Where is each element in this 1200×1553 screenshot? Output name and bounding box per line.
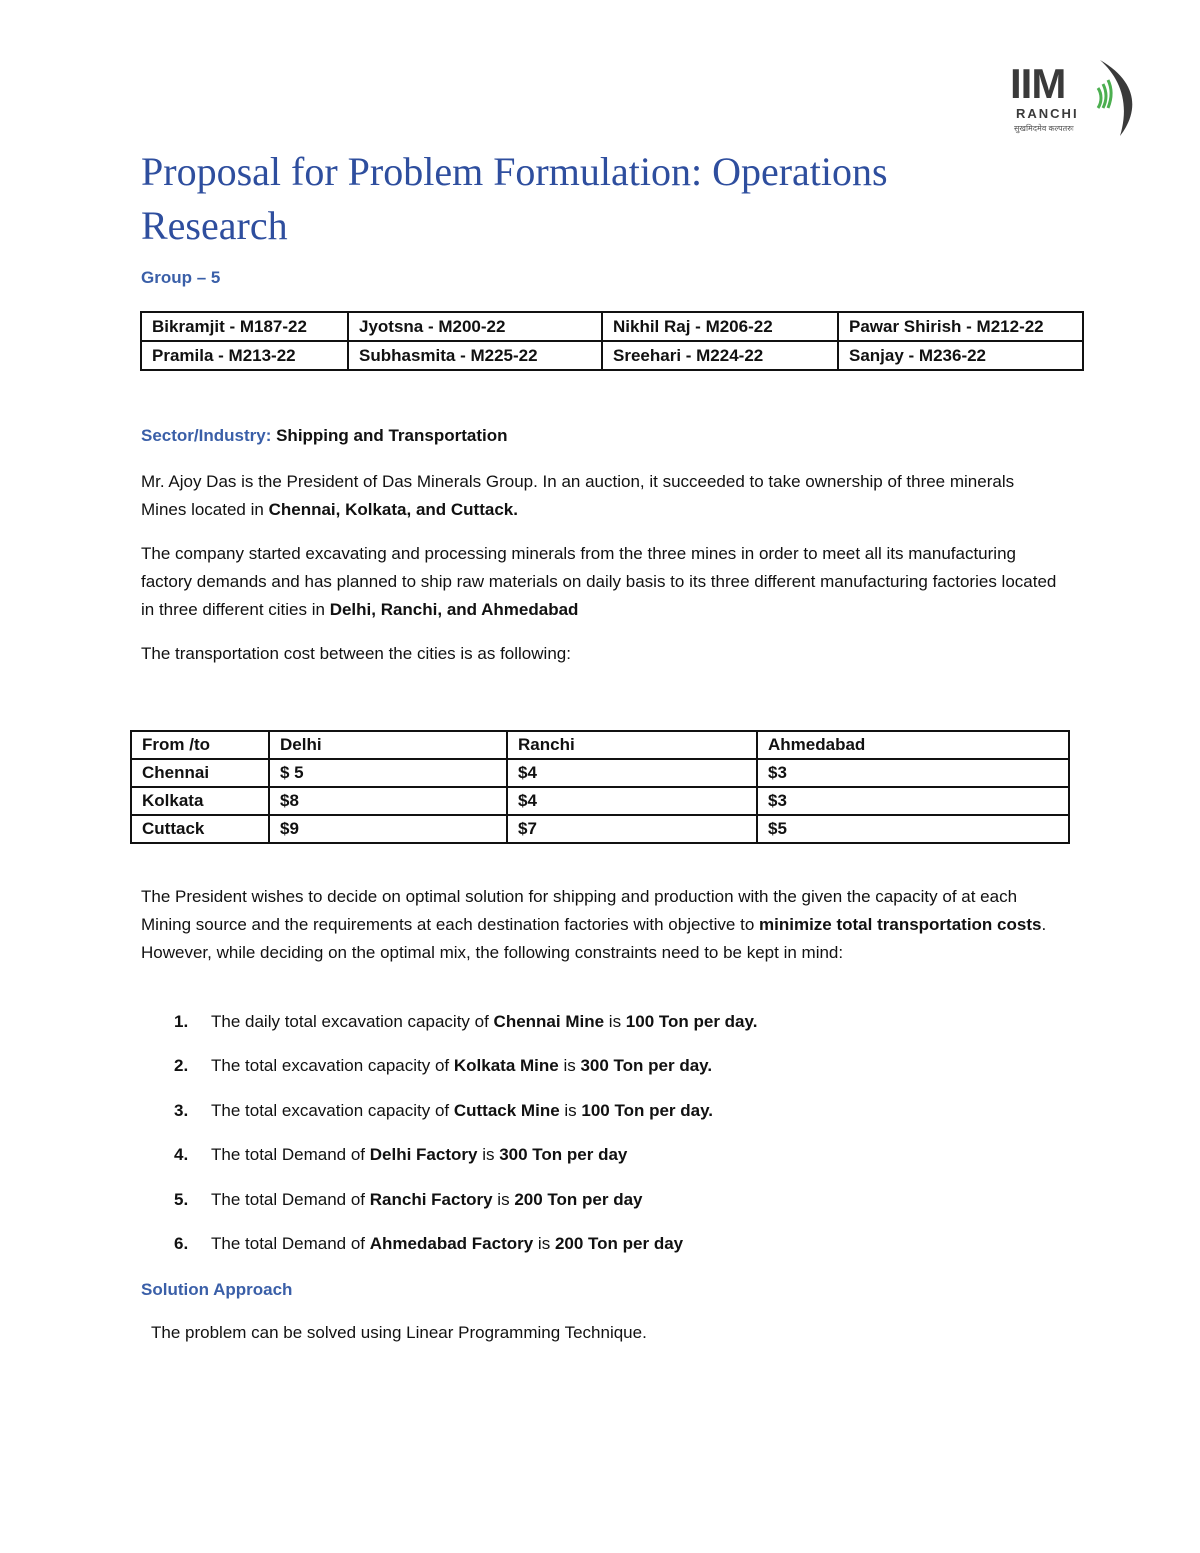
constraint-text: The total Demand of	[211, 1189, 370, 1209]
list-item	[141, 1101, 757, 1145]
list-item	[141, 1234, 757, 1278]
table-row	[141, 341, 1083, 370]
intro-text: Mr. Ajoy Das is the President of Das Minerals Group. In an auction, it succeeded to take ownership of three minerals Mines located in	[141, 472, 1015, 519]
table-cell: $5	[757, 815, 1069, 843]
table-cell: $4	[507, 759, 757, 787]
list-item	[141, 1190, 757, 1234]
intro-bold: Chennai, Kolkata, and Cuttack.	[268, 500, 518, 519]
sector-label: Sector/Industry:	[141, 426, 272, 445]
constraint-text: The daily total excavation capacity of	[211, 1012, 494, 1031]
constraint-text: The total Demand of	[211, 1233, 370, 1253]
constraint-text: is	[477, 1145, 500, 1165]
member-cell: Pramila - M213-22	[141, 341, 348, 370]
constraint-value: 300 Ton per day	[499, 1145, 628, 1165]
list-number: 6.	[174, 1233, 189, 1253]
table-cell: $3	[757, 759, 1069, 787]
table-cell: $3	[757, 787, 1069, 815]
solution-text: The problem can be solved using Linear Programming Technique.	[151, 1323, 647, 1342]
constraint-text: is	[492, 1189, 515, 1209]
constraint-value: 100 Ton per day.	[581, 1100, 714, 1120]
table-cell: $ 5	[269, 759, 507, 787]
objective-paragraph	[141, 883, 1061, 967]
member-cell: Nikhil Raj - M206-22	[602, 312, 838, 341]
member-cell: Pawar Shirish - M212-22	[838, 312, 1083, 341]
constraint-bold: Cuttack Mine	[453, 1100, 560, 1120]
list-number: 2.	[174, 1056, 189, 1076]
intro-paragraph	[141, 468, 1061, 524]
objective-bold: minimize total transportation costs	[759, 915, 1042, 934]
document-title: Proposal for Problem Formulation: Operations Research	[141, 149, 888, 248]
table-cell: $7	[507, 815, 757, 843]
constraint-text: The total Demand of	[211, 1145, 370, 1165]
table-cell: Kolkata	[131, 787, 269, 815]
table-row	[131, 815, 1069, 843]
group-label: Group – 5	[141, 268, 221, 287]
constraint-bold: Ranchi Factory	[369, 1189, 493, 1209]
list-item	[141, 1145, 757, 1189]
table-header-row	[131, 731, 1069, 759]
constraint-text: The total excavation capacity of	[211, 1100, 454, 1120]
logo-ranchi-text: RANCHI	[1016, 106, 1079, 121]
constraint-value: 200 Ton per day	[514, 1189, 643, 1209]
header-cell: Delhi	[269, 731, 507, 759]
list-number: 4.	[174, 1145, 189, 1165]
constraint-bold: Delhi Factory	[369, 1145, 478, 1165]
constraint-bold: Ahmedabad Factory	[369, 1233, 534, 1253]
table-row	[141, 312, 1083, 341]
table-cell: $8	[269, 787, 507, 815]
company-bold: Delhi, Ranchi, and Ahmedabad	[329, 600, 579, 619]
header-cell: Ranchi	[507, 731, 757, 759]
member-cell: Subhasmita - M225-22	[348, 341, 602, 370]
constraint-text: is	[558, 1056, 581, 1076]
objective-text-tail: . However, while deciding on the optimal mix, the following constraints need to be kept in mind:	[141, 915, 1047, 962]
constraint-bold: Kolkata Mine	[453, 1056, 559, 1076]
logo-tagline: सुखमिदमेव कल्पतरुः	[1014, 124, 1074, 133]
constraint-value: 200 Ton per day	[554, 1233, 684, 1253]
member-cell: Sreehari - M224-22	[602, 341, 838, 370]
solution-heading: Solution Approach	[141, 1280, 293, 1299]
company-text: The company started excavating and processing minerals from the three mines in order to meet all its manufacturing factory demands and has planned to ship raw materials on daily basis to its three different manufacturing factories located in three different cities in	[141, 544, 1057, 619]
constraint-value: 300 Ton per day.	[580, 1056, 713, 1076]
list-item	[141, 1056, 757, 1100]
table-cell: $4	[507, 787, 757, 815]
constraint-text: is	[533, 1233, 555, 1253]
bird-icon	[1090, 58, 1145, 138]
list-item	[141, 1012, 757, 1056]
list-number: 3.	[174, 1100, 189, 1120]
cost-table	[130, 730, 1070, 844]
iim-ranchi-logo	[1010, 58, 1145, 138]
sector-value: Shipping and Transportation	[276, 426, 508, 445]
table-cell: Chennai	[131, 759, 269, 787]
table-row	[131, 759, 1069, 787]
member-cell: Sanjay - M236-22	[838, 341, 1083, 370]
constraint-text: is	[559, 1100, 582, 1120]
list-number: 1.	[174, 1012, 189, 1031]
cost-intro: The transportation cost between the cities is as following:	[141, 644, 571, 663]
constraint-text: is	[604, 1012, 626, 1031]
constraint-text: The total excavation capacity of	[211, 1056, 454, 1076]
list-number: 5.	[174, 1189, 189, 1209]
header-cell: Ahmedabad	[757, 731, 1069, 759]
constraint-bold: Chennai Mine	[493, 1012, 605, 1031]
member-cell: Bikramjit - M187-22	[141, 312, 348, 341]
objective-text: The President wishes to decide on optimal solution for shipping and production with the given the capacity of at each Mining source and the requirements at each destination factories with objective to	[141, 887, 1018, 934]
company-paragraph	[141, 540, 1061, 624]
sector-line	[141, 426, 507, 446]
header-cell: From /to	[131, 731, 269, 759]
members-table	[140, 311, 1084, 371]
constraints-list	[141, 1012, 757, 1278]
member-cell: Jyotsna - M200-22	[348, 312, 602, 341]
table-cell: Cuttack	[131, 815, 269, 843]
table-row	[131, 787, 1069, 815]
table-cell: $9	[269, 815, 507, 843]
logo-iim-text: IIM	[1010, 60, 1066, 107]
constraint-value: 100 Ton per day.	[625, 1012, 758, 1031]
